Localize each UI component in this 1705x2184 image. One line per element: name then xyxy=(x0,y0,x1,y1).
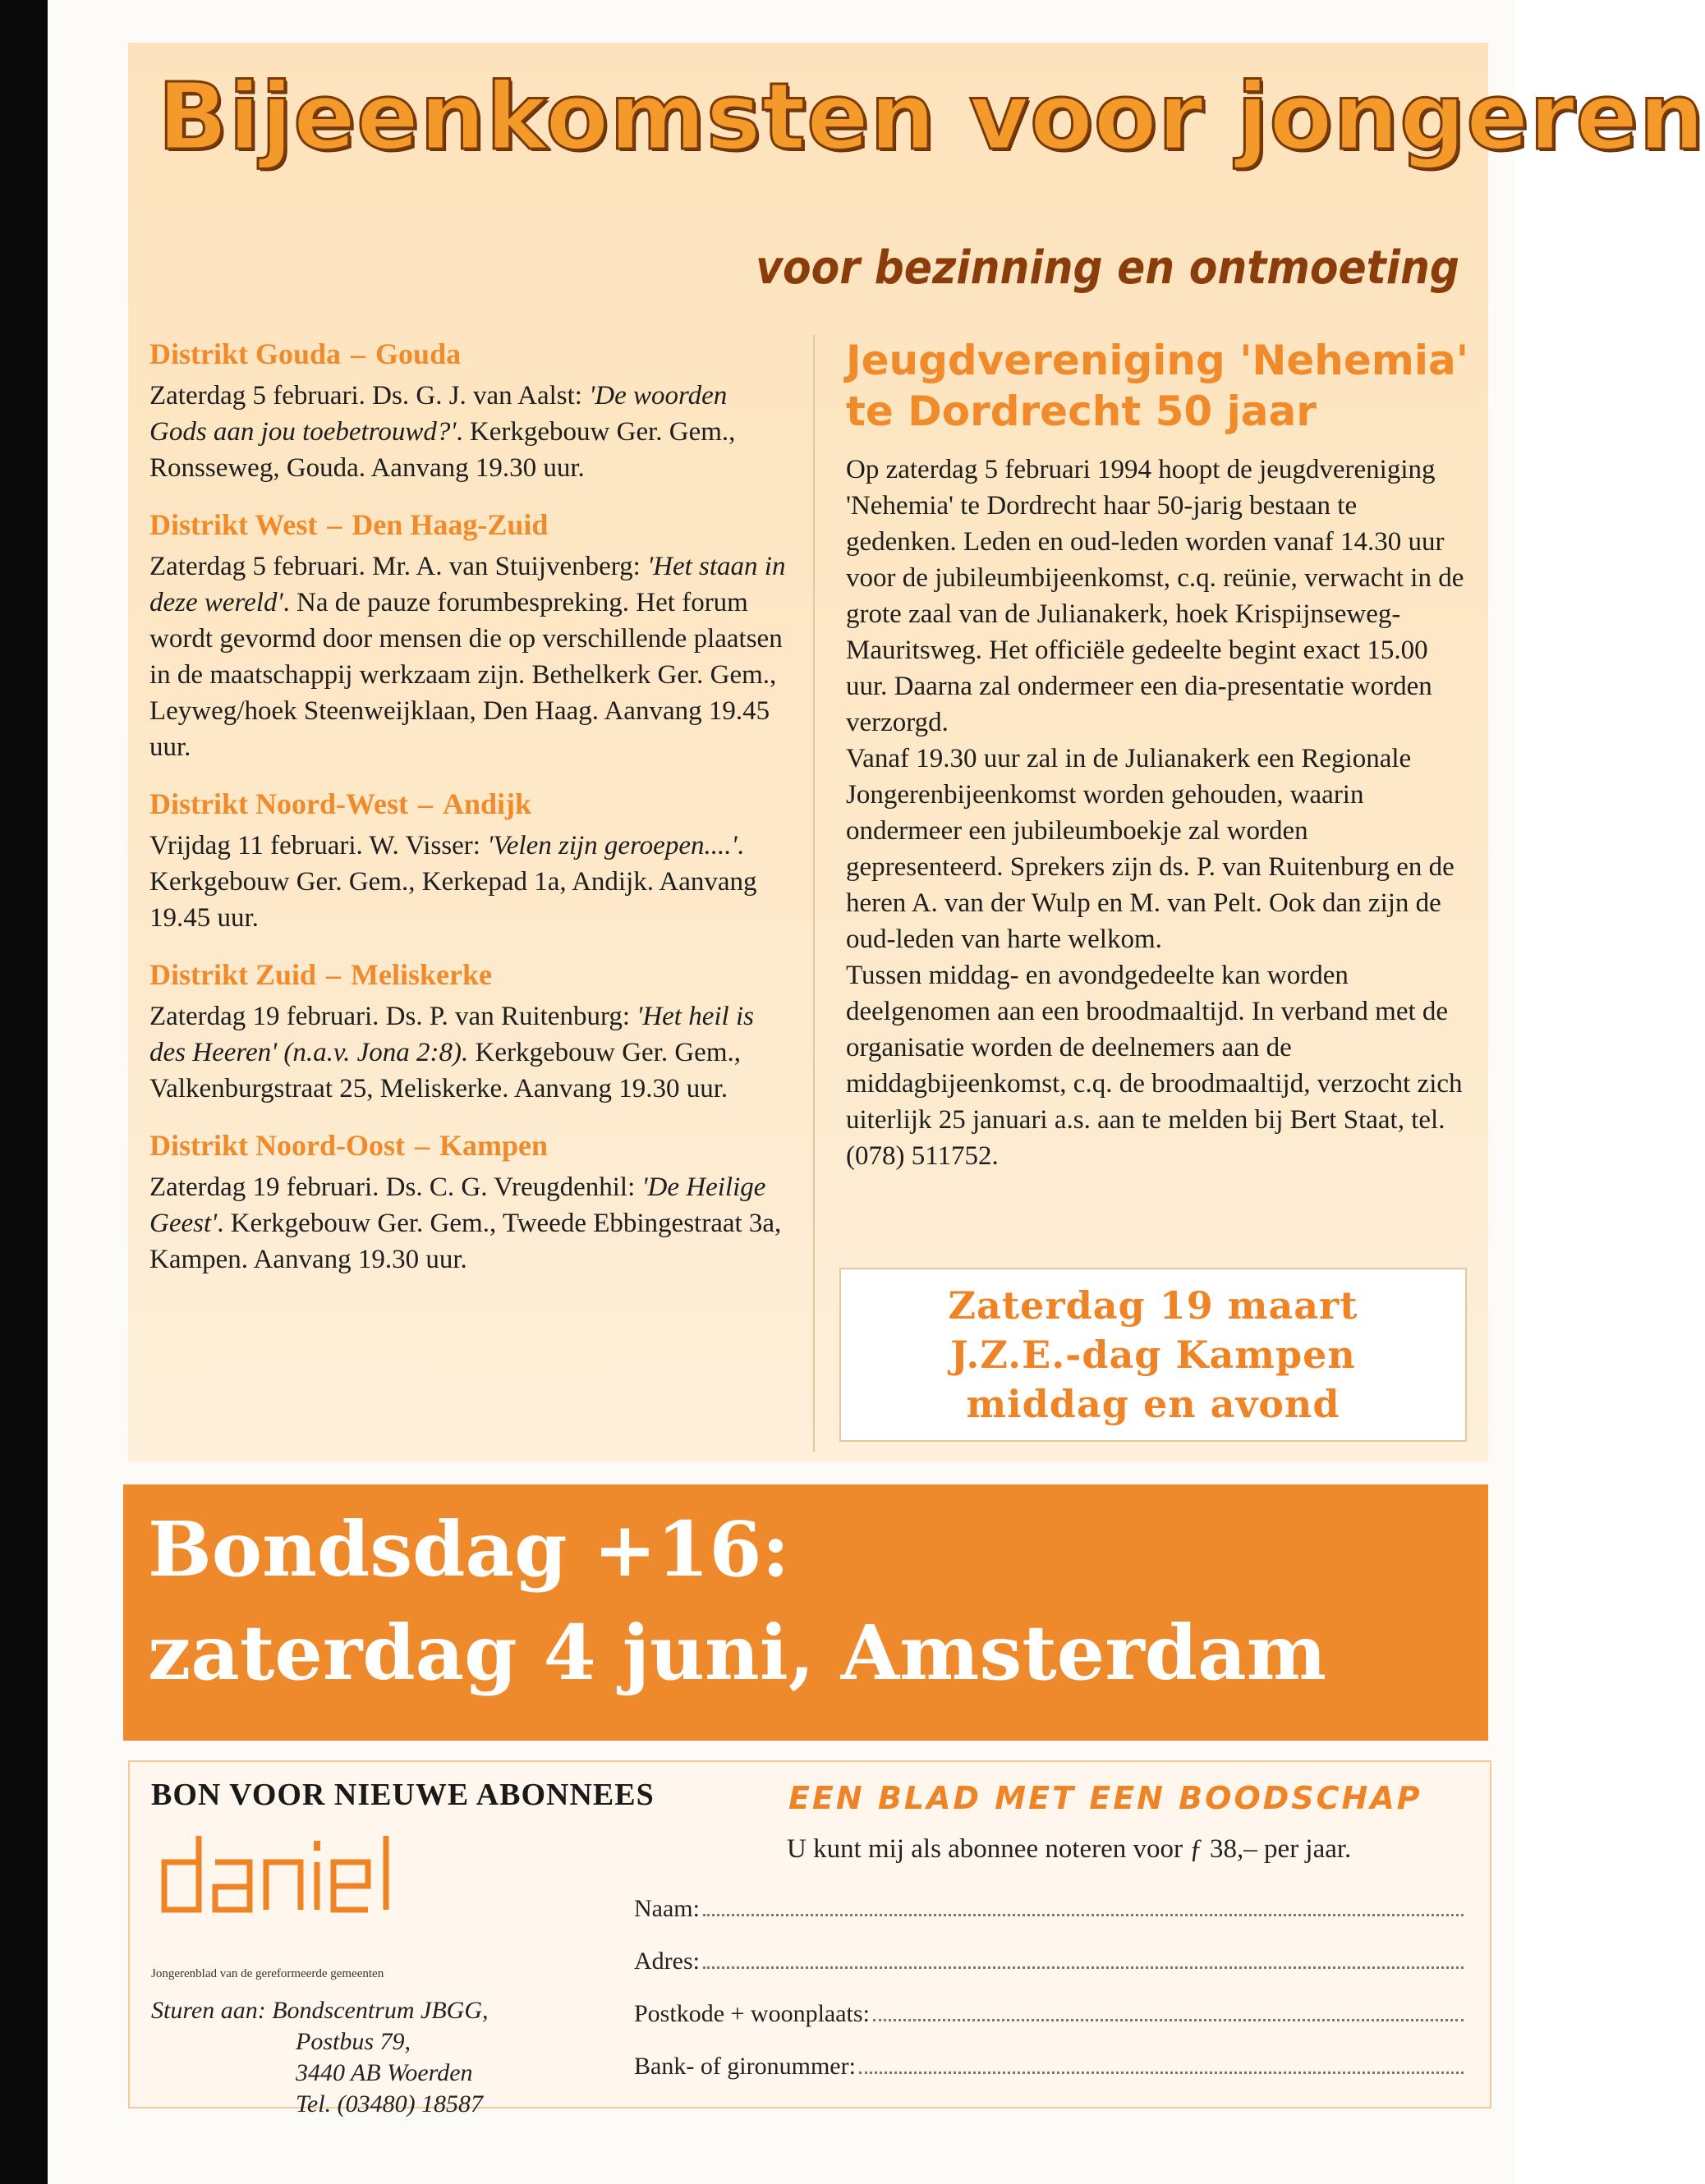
district-noord-west: Distrikt Noord-West – Andijk Vrijdag 11 februari. W. Visser: 'Velen zijn geroepen....'. Kerkgebouw Ger. Gem., Kerkepad 1a, Andijk. Aanvang 19.45 uur. xyxy=(149,785,790,936)
column-divider xyxy=(813,335,815,1452)
district-place: Meliskerke xyxy=(351,958,492,991)
district-west: Distrikt West – Den Haag-Zuid Zaterdag 5 februari. Mr. A. van Stuijvenberg: 'Het staan in deze wereld'. Na de pauze forumbespreking. Het forum wordt gevormd door mensen die op verschillende plaatsen in de maatschappij werkzaam zijn. Bethelkerk Ger. Gem., Leyweg/hoek Steenweijklaan, Den Haag. Aanvang 19.45 uur. xyxy=(149,506,790,765)
subscription-coupon xyxy=(128,1760,1491,2117)
district-place: Kampen xyxy=(439,1129,548,1162)
district-gouda: Distrikt Gouda – Gouda Zaterdag 5 februari. Ds. G. J. van Aalst: 'De woorden Gods aan jou toebetrouwd?'. Kerkgebouw Ger. Gem., Ronsseweg, Gouda. Aanvang 19.30 uur. xyxy=(149,335,790,486)
district-text: Zaterdag 19 februari. Ds. P. van Ruitenburg: 'Het heil is des Heeren' (n.a.v. Jona 2:8). Kerkgebouw Ger. Gem., Valkenburgstraat 25, Meliskerke. Aanvang 19.30 uur. xyxy=(149,1002,754,1103)
district-name: Distrikt West xyxy=(149,508,318,541)
page-title: Bijeenkomsten voor jongeren xyxy=(158,64,1705,171)
district-text: Zaterdag 5 februari. Mr. A. van Stuijvenberg: 'Het staan in deze wereld'. Na de pauze forumbespreking. Het forum wordt gevormd door mensen die op verschillende plaatsen in de maatschappij werkzaam zijn. Bethelkerk Ger. Gem., Leyweg/hoek Steenweijklaan, Den Haag. Aanvang 19.45 uur. xyxy=(149,552,786,762)
bank-account-field[interactable]: Bank- of gironummer: xyxy=(634,2048,1464,2081)
article-paragraph: Op zaterdag 5 februari 1994 hoopt de jeugdvereniging 'Nehemia' te Dordrecht haar 50-jarig bestaan te gedenken. Leden en oud-leden worden vanaf 14.30 uur voor de jubileumbijeenkomst, c.q. reünie, verwacht in de grote zaal van de Julianakerk, hoek Krispijnseweg-Mauritsweg. Het officiële gedeelte begint exact 15.00 uur. Daarna zal ondermeer een dia-presentatie worden verzorgd. xyxy=(846,455,1464,737)
banner-date: zaterdag 4 juni, Amsterdam xyxy=(148,1608,1327,1697)
article-paragraph: Vanaf 19.30 uur zal in de Julianakerk een Regionale Jongerenbijeenkomst worden gehouden, waarin ondermeer een jubileumboekje zal worden gepresenteerd. Sprekers zijn ds. P. van Ruitenburg en de heren A. van der Wulp en M. van Pelt. Ook dan zijn de oud-leden van harte welkom. xyxy=(846,744,1455,954)
district-noord-oost: Distrikt Noord-Oost – Kampen Zaterdag 19 februari. Ds. C. G. Vreugdenhil: 'De Heilige Geest'. Kerkgebouw Ger. Gem., Tweede Ebbingestraat 3a, Kampen. Aanvang 19.30 uur. xyxy=(149,1126,790,1278)
bondsdag-banner xyxy=(123,1484,1488,1741)
price-line: U kunt mij als abonnee noteren voor ƒ 38,– per jaar. xyxy=(787,1834,1352,1864)
district-place: Gouda xyxy=(375,337,462,370)
district-text: Zaterdag 5 februari. Ds. G. J. van Aalst: 'De woorden Gods aan jou toebetrouwd?'. Kerkgebouw Ger. Gem., Ronsseweg, Gouda. Aanvang 19.30 uur. xyxy=(149,381,736,483)
name-field[interactable]: Naam: xyxy=(634,1890,1464,1923)
event-callout xyxy=(839,1268,1467,1442)
event-date: Zaterdag 19 maart xyxy=(948,1283,1358,1328)
district-place: Den Haag-Zuid xyxy=(352,508,549,541)
page-subtitle: voor bezinning en ontmoeting xyxy=(756,241,1459,295)
district-name: Distrikt Gouda xyxy=(149,337,342,370)
district-name: Distrikt Noord-West xyxy=(149,787,408,820)
district-text: Vrijdag 11 februari. W. Visser: 'Velen zijn geroepen....'. Kerkgebouw Ger. Gem., Kerkepad 1a, Andijk. Aanvang 19.45 uur. xyxy=(149,831,757,933)
postcode-city-field[interactable]: Postkode + woonplaats: xyxy=(634,1995,1464,2028)
article xyxy=(846,335,1470,1174)
district-zuid: Distrikt Zuid – Meliskerke Zaterdag 19 februari. Ds. P. van Ruitenburg: 'Het heil is des Heeren' (n.a.v. Jona 2:8). Kerkgebouw Ger. Gem., Valkenburgstraat 25, Meliskerke. Aanvang 19.30 uur. xyxy=(149,956,790,1107)
district-text: Zaterdag 19 februari. Ds. C. G. Vreugdenhil: 'De Heilige Geest'. Kerkgebouw Ger. Gem., Tweede Ebbingestraat 3a, Kampen. Aanvang 19.30 uur. xyxy=(149,1172,782,1274)
scan-border xyxy=(0,0,48,2184)
magazine-slogan: EEN BLAD MET EEN BOODSCHAP xyxy=(788,1780,1422,1816)
daniel-logo-mark xyxy=(153,1829,424,1920)
event-title: J.Z.E.-dag Kampen xyxy=(950,1333,1356,1377)
district-name: Distrikt Zuid xyxy=(149,958,317,991)
address-field[interactable]: Adres: xyxy=(634,1943,1464,1975)
coupon-title: BON VOOR NIEUWE ABONNEES xyxy=(151,1778,655,1812)
banner-heading: Bondsdag +16: xyxy=(148,1505,790,1594)
logo-tagline: Jongerenblad van de gereformeerde gemeenten xyxy=(151,1967,384,1980)
district-place: Andijk xyxy=(442,787,532,820)
article-title: Jeugdvereniging 'Nehemia' te Dordrecht 50 jaar xyxy=(846,337,1469,435)
article-paragraph: Tussen middag- en avondgedeelte kan worden deelgenomen aan een broodmaaltijd. In verband met de organisatie worden de deelnemers aan de middagbijeenkomst, c.q. de broodmaaltijd, verzocht zich uiterlijk 25 januari a.s. aan te melden bij Bert Staat, tel. (078) 511752. xyxy=(846,961,1463,1171)
district-name: Distrikt Noord-Oost xyxy=(149,1129,405,1162)
mailing-address: Sturen aan: Bondscentrum JBGG, Postbus 79, 3440 AB Woerden Tel. (03480) 18587 xyxy=(151,1997,489,2117)
event-time: middag en avond xyxy=(966,1382,1340,1426)
article-body xyxy=(846,452,1470,1174)
daniel-logo xyxy=(153,1829,424,1920)
district-list xyxy=(149,335,790,1297)
